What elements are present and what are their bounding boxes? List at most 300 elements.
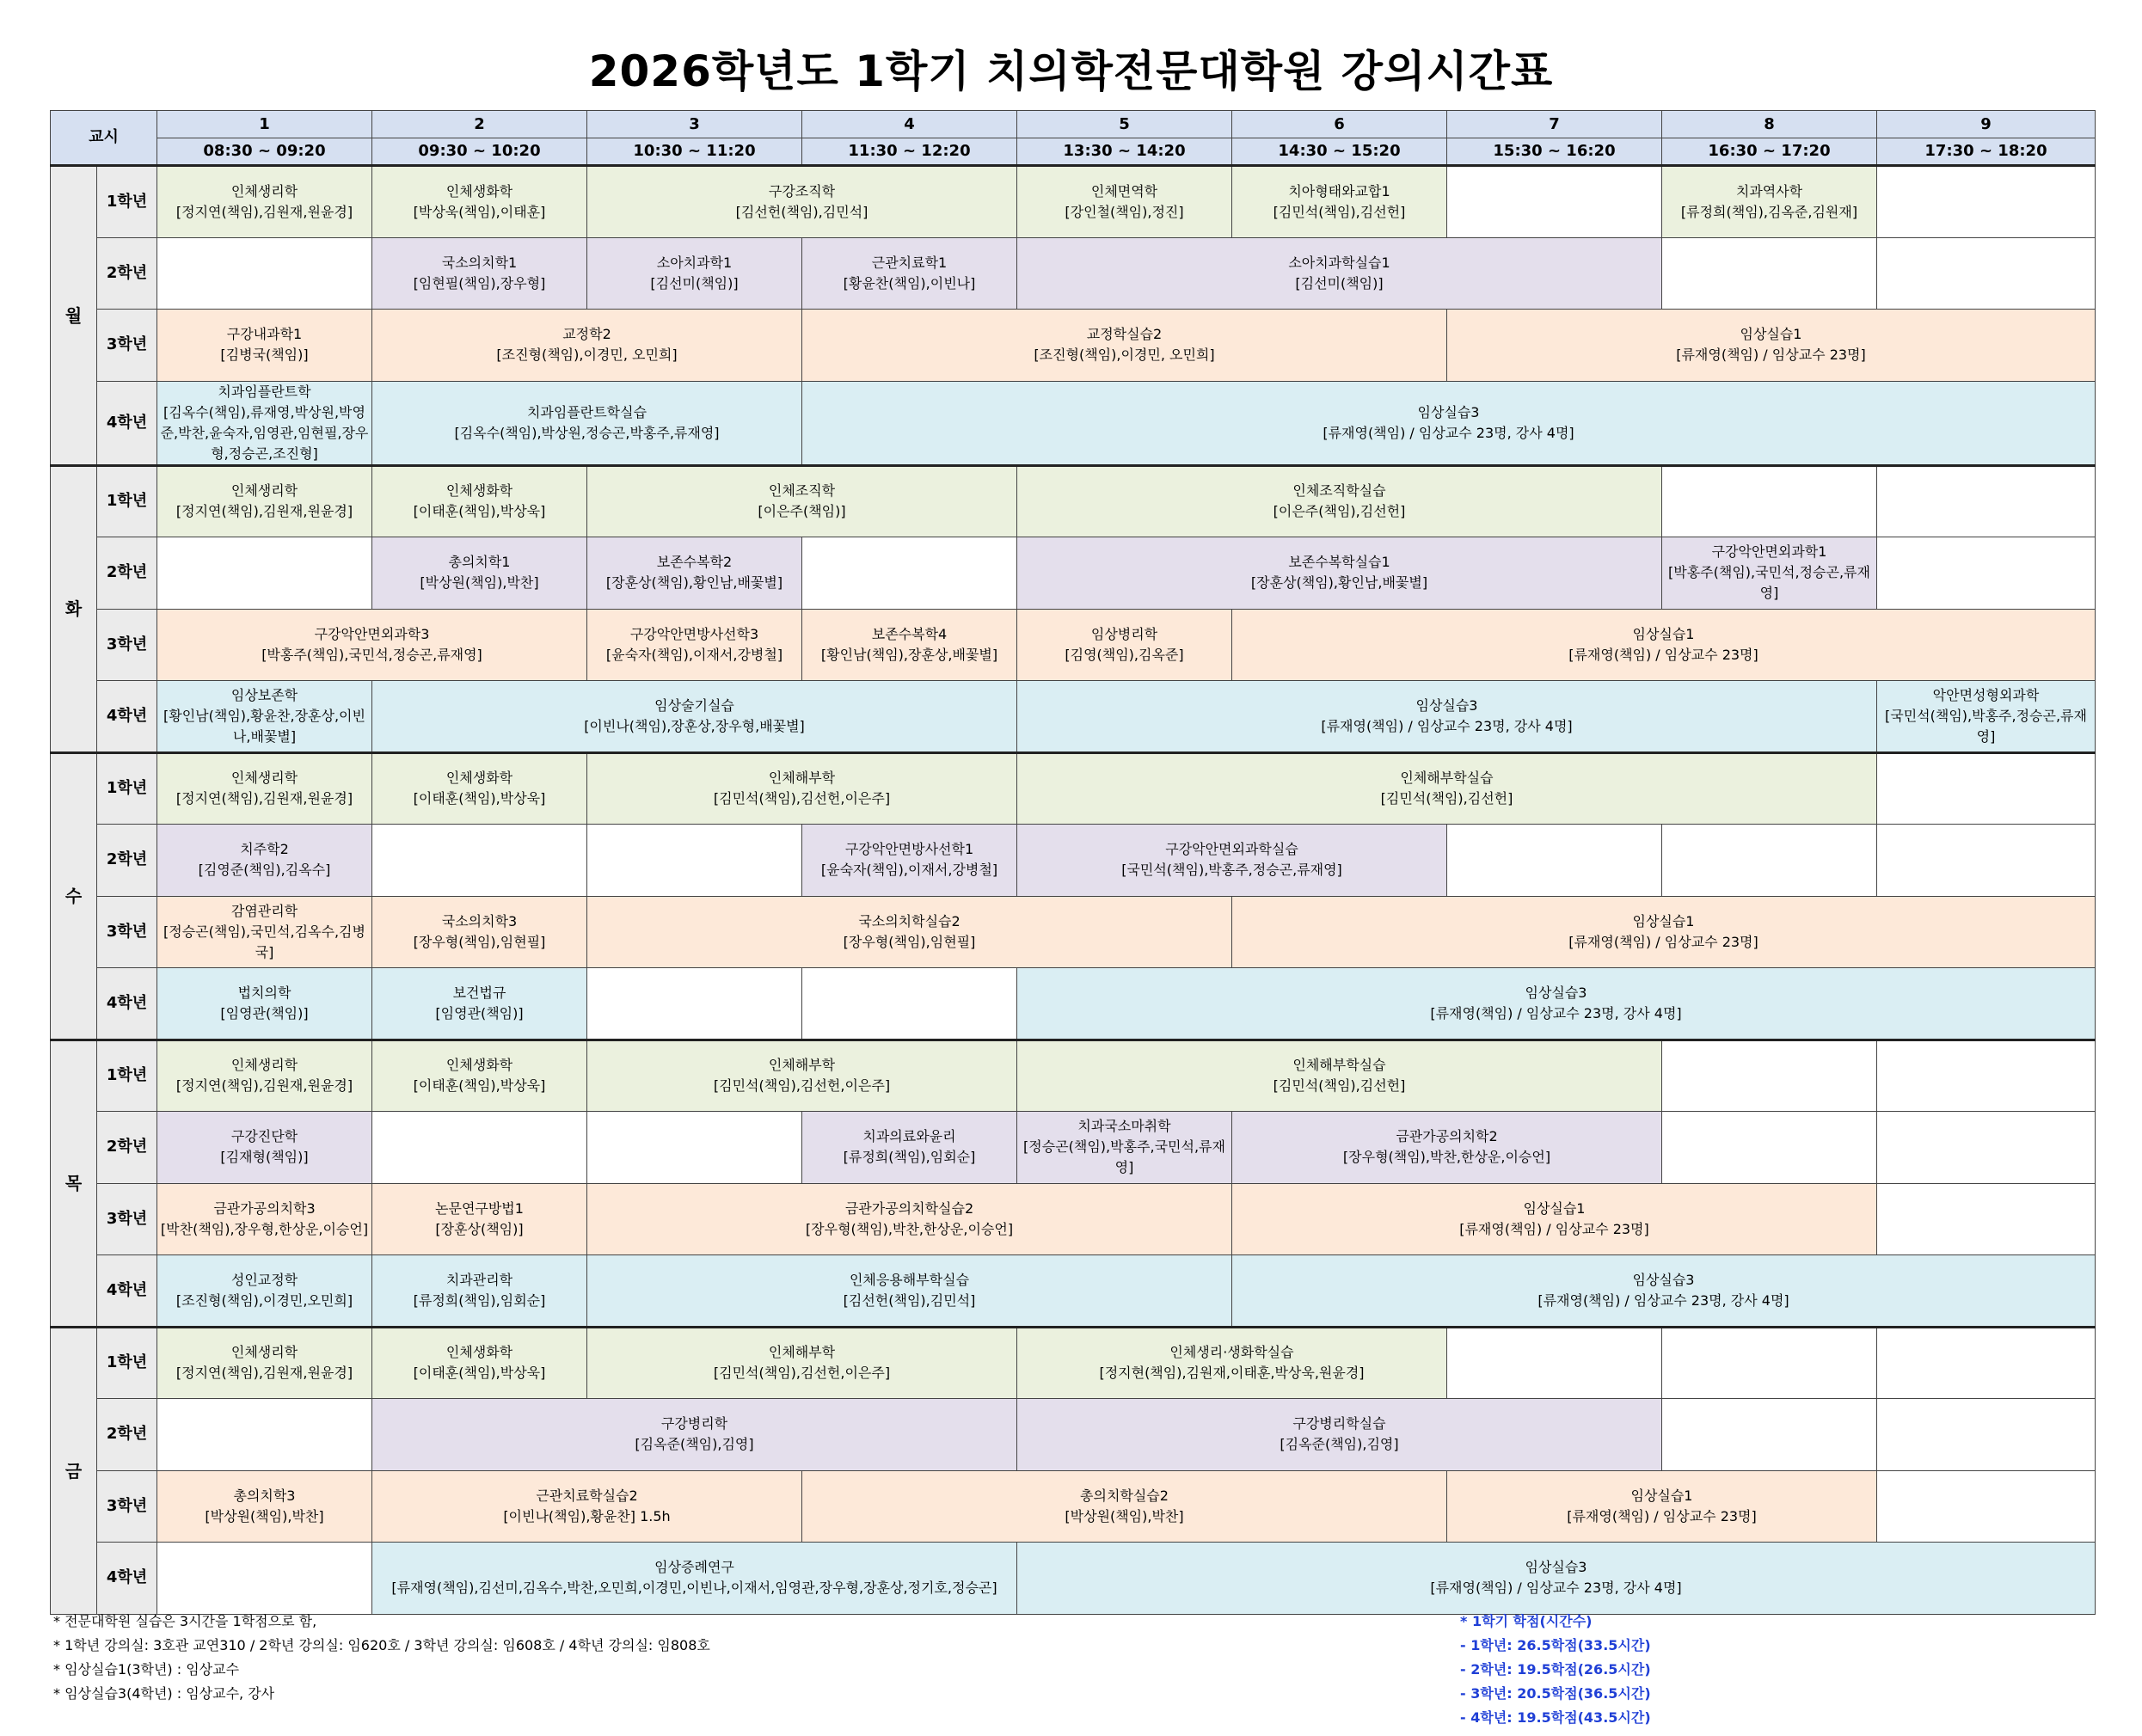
- course-cell: [157, 825, 372, 897]
- course-cell: [1232, 1112, 1662, 1184]
- year-label: 2학년: [97, 537, 157, 610]
- course-cell: [802, 381, 2096, 465]
- course-instructors: [김병국(책임)]: [220, 347, 309, 364]
- course-title: 치과의료와윤리: [862, 1128, 956, 1145]
- course-title: 법치의학: [237, 984, 292, 1001]
- course-cell: [587, 465, 1017, 537]
- course-cell: [1017, 681, 1877, 753]
- timetable: [50, 110, 2096, 1615]
- period-time: 10:30 ~ 11:20: [587, 138, 802, 166]
- day-label: 화: [51, 465, 97, 752]
- course-cell: [157, 896, 372, 968]
- course-instructors: [장훈상(책임),황인남,배꽃별]: [1250, 574, 1428, 592]
- course-cell: [157, 968, 372, 1040]
- course-instructors: [황인남(책임),황윤찬,장훈상,이빈나,배꽃별]: [163, 707, 365, 745]
- course-instructors: [김옥수(책임),류재영,박상원,박영준,박찬,윤숙자,임영관,임현필,장우형,정승곤,조진형]: [160, 403, 369, 462]
- course-instructors: [김옥준(책임),김영]: [635, 1436, 754, 1453]
- year-label: 4학년: [97, 968, 157, 1040]
- empty-slot: [1662, 1327, 1877, 1399]
- course-cell: [372, 1327, 587, 1399]
- period-number: 9: [1877, 111, 2096, 138]
- course-title: 임상보존학: [230, 686, 298, 703]
- course-title: 구강악안면외과학3: [314, 625, 430, 642]
- course-title: 교정학실습2: [1086, 326, 1163, 343]
- course-cell: [587, 237, 802, 310]
- course-instructors: [박홍주(책임),국민석,정승곤,류재영]: [261, 646, 482, 663]
- footnote-line: * 임상실습1(3학년) : 임상교수: [53, 1661, 240, 1678]
- day-label: 목: [51, 1040, 97, 1327]
- course-instructors: [장훈상(책임),황인남,배꽃별]: [605, 574, 783, 592]
- course-cell: [1447, 1470, 1877, 1543]
- empty-slot: [1877, 1470, 2096, 1543]
- table-row: [51, 752, 2096, 825]
- course-cell: [372, 896, 587, 968]
- course-instructors: [류정희(책임),임회순]: [413, 1291, 546, 1309]
- course-title: 인체해부학: [768, 770, 836, 787]
- empty-slot: [1662, 825, 1877, 897]
- course-instructors: [김민석(책임),김선헌]: [1380, 790, 1513, 807]
- course-instructors: [이은주(책임)]: [758, 503, 846, 520]
- day-label: 월: [51, 166, 97, 466]
- course-cell: [1017, 825, 1447, 897]
- course-title: 감염관리학: [230, 902, 298, 919]
- table-row: [51, 310, 2096, 382]
- course-title: 교정학2: [562, 326, 611, 343]
- course-title: 보존수복학2: [656, 554, 733, 571]
- course-instructors: [류재영(책임) / 임상교수 23명, 강사 4명]: [1430, 1004, 1682, 1021]
- course-cell: [802, 1112, 1017, 1184]
- course-cell: [802, 825, 1017, 897]
- course-cell: [1017, 1327, 1447, 1399]
- course-instructors: [국민석(책임),박홍주,정승곤,류재영]: [1121, 862, 1342, 879]
- year-label: 2학년: [97, 1112, 157, 1184]
- course-cell: [372, 752, 587, 825]
- course-cell: [1232, 166, 1447, 238]
- course-title: 임상술기실습: [654, 696, 734, 714]
- year-label: 2학년: [97, 825, 157, 897]
- table-row: [51, 237, 2096, 310]
- course-title: 구강조직학: [768, 182, 836, 199]
- course-title: 국소의치학1: [441, 254, 518, 271]
- period-time: 11:30 ~ 12:20: [802, 138, 1017, 166]
- period-number: 1: [157, 111, 372, 138]
- course-instructors: [장우형(책임),임현필]: [413, 933, 546, 950]
- course-title: 구강악안면외과학1: [1711, 543, 1827, 561]
- course-cell: [1017, 1399, 1662, 1471]
- course-title: 성인교정학: [230, 1271, 298, 1288]
- course-instructors: [류재영(책임) / 임상교수 23명, 강사 4명]: [1430, 1580, 1682, 1597]
- year-label: 4학년: [97, 381, 157, 465]
- empty-slot: [1662, 1112, 1877, 1184]
- credit-line: - 3학년: 20.5학점(36.5시간): [1460, 1685, 1651, 1702]
- course-cell: [372, 166, 587, 238]
- course-instructors: [정지연(책임),김원재,원윤경]: [175, 503, 353, 520]
- course-cell: [587, 1327, 1017, 1399]
- empty-slot: [587, 825, 802, 897]
- year-label: 4학년: [97, 1543, 157, 1615]
- course-title: 인체생화학: [445, 1057, 513, 1074]
- course-instructors: [김영(책임),김옥준]: [1065, 646, 1184, 663]
- period-number: 6: [1232, 111, 1447, 138]
- course-title: 보건법규: [452, 984, 506, 1001]
- course-cell: [157, 1327, 372, 1399]
- empty-slot: [1662, 237, 1877, 310]
- course-instructors: [정지연(책임),김원재,원윤경]: [175, 1365, 353, 1382]
- table-row: [51, 1183, 2096, 1255]
- year-label: 1학년: [97, 752, 157, 825]
- course-instructors: [류재영(책임) / 임상교수 23명]: [1568, 646, 1758, 663]
- course-instructors: [이빈나(책임),황윤찬] 1.5h: [503, 1507, 671, 1524]
- period-time: 13:30 ~ 14:20: [1017, 138, 1232, 166]
- course-cell: [1017, 537, 1662, 610]
- course-instructors: [박홍주(책임),국민석,정승곤,류재영]: [1668, 564, 1870, 602]
- empty-slot: [157, 1399, 372, 1471]
- course-cell: [372, 968, 587, 1040]
- course-cell: [372, 681, 1017, 753]
- course-title: 구강악안면방사선학1: [844, 841, 974, 858]
- course-cell: [157, 1470, 372, 1543]
- period-time: 14:30 ~ 15:20: [1232, 138, 1447, 166]
- course-title: 인체생화학: [445, 770, 513, 787]
- year-label: 2학년: [97, 237, 157, 310]
- empty-slot: [1877, 1040, 2096, 1112]
- period-number: 2: [372, 111, 587, 138]
- course-cell: [1447, 310, 2096, 382]
- course-instructors: [국민석(책임),박홍주,정승곤,류재영]: [1885, 707, 2087, 745]
- year-label: 2학년: [97, 1399, 157, 1471]
- course-cell: [587, 1183, 1232, 1255]
- course-cell: [802, 310, 1447, 382]
- credit-line: - 1학년: 26.5학점(33.5시간): [1460, 1637, 1651, 1653]
- course-title: 구강악안면방사선학3: [629, 625, 759, 642]
- course-title: 구강병리학실습: [1292, 1415, 1386, 1432]
- course-title: 구강병리학: [660, 1415, 728, 1432]
- course-cell: [587, 537, 802, 610]
- course-instructors: [김민석(책임),김선헌]: [1273, 203, 1406, 220]
- empty-slot: [587, 968, 802, 1040]
- course-cell: [372, 1040, 587, 1112]
- period-time: 16:30 ~ 17:20: [1662, 138, 1877, 166]
- course-title: 임상실습1: [1523, 1199, 1586, 1217]
- empty-slot: [1662, 1040, 1877, 1112]
- year-label: 3학년: [97, 1183, 157, 1255]
- course-instructors: [정승곤(책임),국민석,김옥수,김병국]: [163, 923, 365, 960]
- course-instructors: [황윤찬(책임),이빈나]: [843, 274, 976, 291]
- course-title: 임상실습3: [1417, 403, 1480, 420]
- period-time: 09:30 ~ 10:20: [372, 138, 587, 166]
- course-cell: [157, 1183, 372, 1255]
- course-cell: [1232, 1183, 1877, 1255]
- course-title: 치과임플란트학: [218, 383, 311, 400]
- empty-slot: [372, 1112, 587, 1184]
- course-title: 근관치료학실습2: [536, 1487, 638, 1504]
- course-cell: [372, 1470, 802, 1543]
- course-title: 금관가공의치학2: [1396, 1128, 1498, 1145]
- course-instructors: [정지연(책임),김원재,원윤경]: [175, 203, 353, 220]
- period-number: 3: [587, 111, 802, 138]
- course-cell: [372, 237, 587, 310]
- course-instructors: [박상원(책임),박찬]: [205, 1507, 324, 1524]
- course-title: 인체생리학: [230, 1057, 298, 1074]
- course-instructors: [김선미(책임)]: [1295, 274, 1384, 291]
- year-label: 3학년: [97, 609, 157, 681]
- course-instructors: [김선미(책임)]: [650, 274, 739, 291]
- course-title: 임상실습3: [1632, 1271, 1695, 1288]
- course-cell: [1017, 237, 1662, 310]
- course-title: 인체해부학실습: [1400, 770, 1494, 787]
- year-label: 1학년: [97, 166, 157, 238]
- empty-slot: [1877, 1183, 2096, 1255]
- course-instructors: [장훈상(책임)]: [435, 1220, 524, 1237]
- table-row: [51, 968, 2096, 1040]
- course-title: 보존수복학실습1: [1288, 554, 1390, 571]
- course-cell: [372, 465, 587, 537]
- year-label: 1학년: [97, 1327, 157, 1399]
- course-cell: [802, 237, 1017, 310]
- credits-title: * 1학기 학점(시간수): [1460, 1613, 1593, 1629]
- day-label: 금: [51, 1327, 97, 1614]
- course-instructors: [이태훈(책임),박상욱]: [413, 1077, 546, 1095]
- course-cell: [157, 752, 372, 825]
- course-title: 인체해부학: [768, 1057, 836, 1074]
- course-cell: [157, 681, 372, 753]
- course-instructors: [김민석(책임),김선헌,이은주]: [713, 1077, 891, 1095]
- course-cell: [157, 465, 372, 537]
- course-instructors: [장우형(책임),임현필]: [843, 933, 976, 950]
- empty-slot: [372, 825, 587, 897]
- course-instructors: [조진형(책임),이경민, 오민희]: [1034, 347, 1215, 364]
- course-title: 인체생리·생화학실습: [1169, 1344, 1294, 1361]
- course-instructors: [이은주(책임),김선헌]: [1273, 503, 1406, 520]
- course-instructors: [류정희(책임),김옥준,김원재]: [1680, 203, 1858, 220]
- course-instructors: [임현필(책임),장우형]: [413, 274, 546, 291]
- course-cell: [587, 166, 1017, 238]
- course-title: 임상실습3: [1525, 984, 1587, 1001]
- course-title: 인체생화학: [445, 1344, 513, 1361]
- course-instructors: [류정희(책임),임회순]: [843, 1149, 976, 1166]
- period-number: 5: [1017, 111, 1232, 138]
- course-title: 임상실습1: [1632, 912, 1695, 929]
- course-title: 인체면역학: [1090, 182, 1158, 199]
- empty-slot: [1662, 465, 1877, 537]
- course-cell: [802, 609, 1017, 681]
- table-row: [51, 1327, 2096, 1399]
- table-row: [51, 1112, 2096, 1184]
- course-cell: [372, 310, 802, 382]
- period-number: 4: [802, 111, 1017, 138]
- empty-slot: [1877, 537, 2096, 610]
- empty-slot: [1447, 1327, 1662, 1399]
- course-cell: [1662, 537, 1877, 610]
- course-title: 임상실습3: [1415, 696, 1478, 714]
- course-instructors: [조진형(책임),이경민,오민희]: [175, 1291, 353, 1309]
- course-instructors: [김민석(책임),김선헌,이은주]: [713, 1365, 891, 1382]
- table-row: [51, 1470, 2096, 1543]
- course-cell: [587, 1255, 1232, 1328]
- course-instructors: [류재영(책임) / 임상교수 23명, 강사 4명]: [1321, 717, 1573, 734]
- course-cell: [1232, 1255, 2096, 1328]
- course-cell: [1662, 166, 1877, 238]
- year-label: 3학년: [97, 1470, 157, 1543]
- empty-slot: [157, 237, 372, 310]
- course-instructors: [조진형(책임),이경민, 오민희]: [496, 347, 678, 364]
- footnote-line: * 전문대학원 실습은 3시간을 1학점으로 함,: [53, 1613, 317, 1629]
- course-title: 임상실습1: [1630, 1487, 1693, 1504]
- course-cell: [157, 609, 587, 681]
- empty-slot: [1877, 1112, 2096, 1184]
- empty-slot: [1662, 1399, 1877, 1471]
- course-cell: [1232, 896, 2096, 968]
- course-cell: [372, 1543, 1017, 1615]
- course-cell: [587, 1040, 1017, 1112]
- course-instructors: [류재영(책임) / 임상교수 23명, 강사 4명]: [1537, 1291, 1789, 1309]
- course-cell: [372, 1255, 587, 1328]
- table-row: [51, 381, 2096, 465]
- course-title: 보존수복학4: [871, 625, 948, 642]
- table-row: [51, 825, 2096, 897]
- course-title: 치과임플란트학실습: [526, 403, 648, 420]
- course-title: 총의치학3: [233, 1487, 296, 1504]
- empty-slot: [1877, 1327, 2096, 1399]
- empty-slot: [1877, 752, 2096, 825]
- course-instructors: [류재영(책임) / 임상교수 23명]: [1568, 933, 1758, 950]
- course-instructors: [임영관(책임)]: [220, 1004, 309, 1021]
- course-instructors: [이태훈(책임),박상욱]: [413, 1365, 546, 1382]
- course-instructors: [류재영(책임) / 임상교수 23명]: [1676, 347, 1866, 364]
- table-row: [51, 465, 2096, 537]
- course-instructors: [정지현(책임),김원재,이태훈,박상욱,원윤경]: [1099, 1365, 1365, 1382]
- course-title: 인체조직학실습: [1292, 482, 1386, 500]
- empty-slot: [1447, 166, 1662, 238]
- year-label: 3학년: [97, 896, 157, 968]
- course-title: 인체해부학실습: [1292, 1057, 1386, 1074]
- course-instructors: [김옥수(책임),박상원,정승곤,박홍주,류재영]: [454, 424, 720, 441]
- course-cell: [1017, 752, 1877, 825]
- course-cell: [157, 1255, 372, 1328]
- course-title: 인체생리학: [230, 482, 298, 500]
- credits-summary: [1460, 1610, 1651, 1730]
- course-title: 국소의치학3: [441, 912, 518, 929]
- course-instructors: [김선헌(책임),김민석]: [843, 1291, 976, 1309]
- course-instructors: [이빈나(책임),장훈상,장우형,배꽃별]: [584, 717, 805, 734]
- course-cell: [157, 1112, 372, 1184]
- credit-line: - 4학년: 19.5학점(43.5시간): [1460, 1709, 1651, 1726]
- course-cell: [1017, 968, 2096, 1040]
- period-number: 7: [1447, 111, 1662, 138]
- empty-slot: [1877, 237, 2096, 310]
- period-number: 8: [1662, 111, 1877, 138]
- course-cell: [587, 896, 1232, 968]
- year-label: 3학년: [97, 310, 157, 382]
- course-title: 치과국소마취학: [1077, 1118, 1171, 1135]
- course-title: 인체생화학: [445, 182, 513, 199]
- empty-slot: [587, 1112, 802, 1184]
- year-label: 1학년: [97, 465, 157, 537]
- course-instructors: [이태훈(책임),박상욱]: [413, 503, 546, 520]
- empty-slot: [802, 968, 1017, 1040]
- course-cell: [1232, 609, 2096, 681]
- course-title: 임상실습1: [1740, 326, 1802, 343]
- course-instructors: [류재영(책임) / 임상교수 23명, 강사 4명]: [1323, 424, 1574, 441]
- year-label: 1학년: [97, 1040, 157, 1112]
- course-title: 인체조직학: [768, 482, 836, 500]
- empty-slot: [1447, 825, 1662, 897]
- year-label: 4학년: [97, 681, 157, 753]
- course-instructors: [김재형(책임)]: [220, 1149, 309, 1166]
- course-instructors: [정지연(책임),김원재,원윤경]: [175, 790, 353, 807]
- course-title: 총의치학1: [448, 554, 511, 571]
- course-title: 금관가공의치학실습2: [844, 1199, 974, 1217]
- footnote-line: * 임상실습3(4학년) : 임상교수, 강사: [53, 1685, 275, 1702]
- empty-slot: [1877, 1399, 2096, 1471]
- course-title: 악안면성형외과학: [1932, 686, 2040, 703]
- course-title: 임상증례연구: [654, 1559, 734, 1576]
- course-title: 임상실습1: [1632, 625, 1695, 642]
- course-title: 구강내과학1: [226, 326, 303, 343]
- course-instructors: [류재영(책임),김선미,김옥수,박찬,오민희,이경민,이빈나,이재서,임영관,장우형,장훈상,정기호,정승곤]: [391, 1580, 997, 1597]
- course-cell: [587, 752, 1017, 825]
- course-cell: [1017, 609, 1232, 681]
- course-cell: [1017, 1112, 1232, 1184]
- course-instructors: [황인남(책임),장훈상,배꽃별]: [820, 646, 998, 663]
- course-title: 인체응용해부학실습: [849, 1271, 970, 1288]
- course-instructors: [박상욱(책임),이태훈]: [413, 203, 546, 220]
- footnote-line: * 1학년 강의실: 3호관 교연310 / 2학년 강의실: 임620호 / 3학년 강의실: 임608호 / 4학년 강의실: 임808호: [53, 1637, 710, 1653]
- course-cell: [587, 609, 802, 681]
- course-instructors: [정승곤(책임),박홍주,국민석,류재영]: [1023, 1138, 1225, 1176]
- course-title: 구강악안면외과학실습: [1165, 841, 1298, 858]
- course-instructors: [강인철(책임),정진]: [1065, 203, 1184, 220]
- empty-slot: [157, 1543, 372, 1615]
- course-instructors: [정지연(책임),김원재,원윤경]: [175, 1077, 353, 1095]
- course-instructors: [김민석(책임),김선헌]: [1273, 1077, 1406, 1095]
- course-cell: [157, 1040, 372, 1112]
- course-instructors: [김영준(책임),김옥수]: [198, 862, 331, 879]
- course-instructors: [장우형(책임),박찬,한상운,이승언]: [805, 1220, 1014, 1237]
- period-time: 17:30 ~ 18:20: [1877, 138, 2096, 166]
- header-corner-label: 교시: [51, 111, 157, 166]
- course-cell: [1017, 1543, 2096, 1615]
- course-title: 소아치과학1: [656, 254, 733, 271]
- empty-slot: [1877, 166, 2096, 238]
- course-title: 치과역사학: [1735, 182, 1803, 199]
- course-instructors: [장우형(책임),박찬,한상운,이승언]: [1342, 1149, 1551, 1166]
- table-row: [51, 537, 2096, 610]
- table-row: [51, 1399, 2096, 1471]
- course-cell: [372, 537, 587, 610]
- table-row: [51, 609, 2096, 681]
- course-title: 금관가공의치학3: [213, 1199, 316, 1217]
- course-title: 근관치료학1: [871, 254, 948, 271]
- course-instructors: [박찬(책임),장우형,한상운,이승언]: [160, 1220, 369, 1237]
- empty-slot: [1877, 465, 2096, 537]
- table-row: [51, 1255, 2096, 1328]
- course-title: 인체생리학: [230, 182, 298, 199]
- course-instructors: [김선헌(책임),김민석]: [735, 203, 868, 220]
- page-title: 2026학년도 1학기 치의학전문대학원 강의시간표: [588, 46, 1554, 96]
- empty-slot: [1877, 825, 2096, 897]
- footnotes: [53, 1610, 710, 1706]
- credit-line: - 2학년: 19.5학점(26.5시간): [1460, 1661, 1651, 1678]
- course-instructors: [김민석(책임),김선헌,이은주]: [713, 790, 891, 807]
- course-title: 논문연구방법1: [435, 1199, 524, 1217]
- course-cell: [157, 166, 372, 238]
- course-title: 소아치과학실습1: [1288, 254, 1390, 271]
- course-instructors: [류재영(책임) / 임상교수 23명]: [1567, 1507, 1757, 1524]
- course-instructors: [박상원(책임),박찬]: [420, 574, 539, 592]
- course-title: 인체생리학: [230, 1344, 298, 1361]
- period-time: 08:30 ~ 09:20: [157, 138, 372, 166]
